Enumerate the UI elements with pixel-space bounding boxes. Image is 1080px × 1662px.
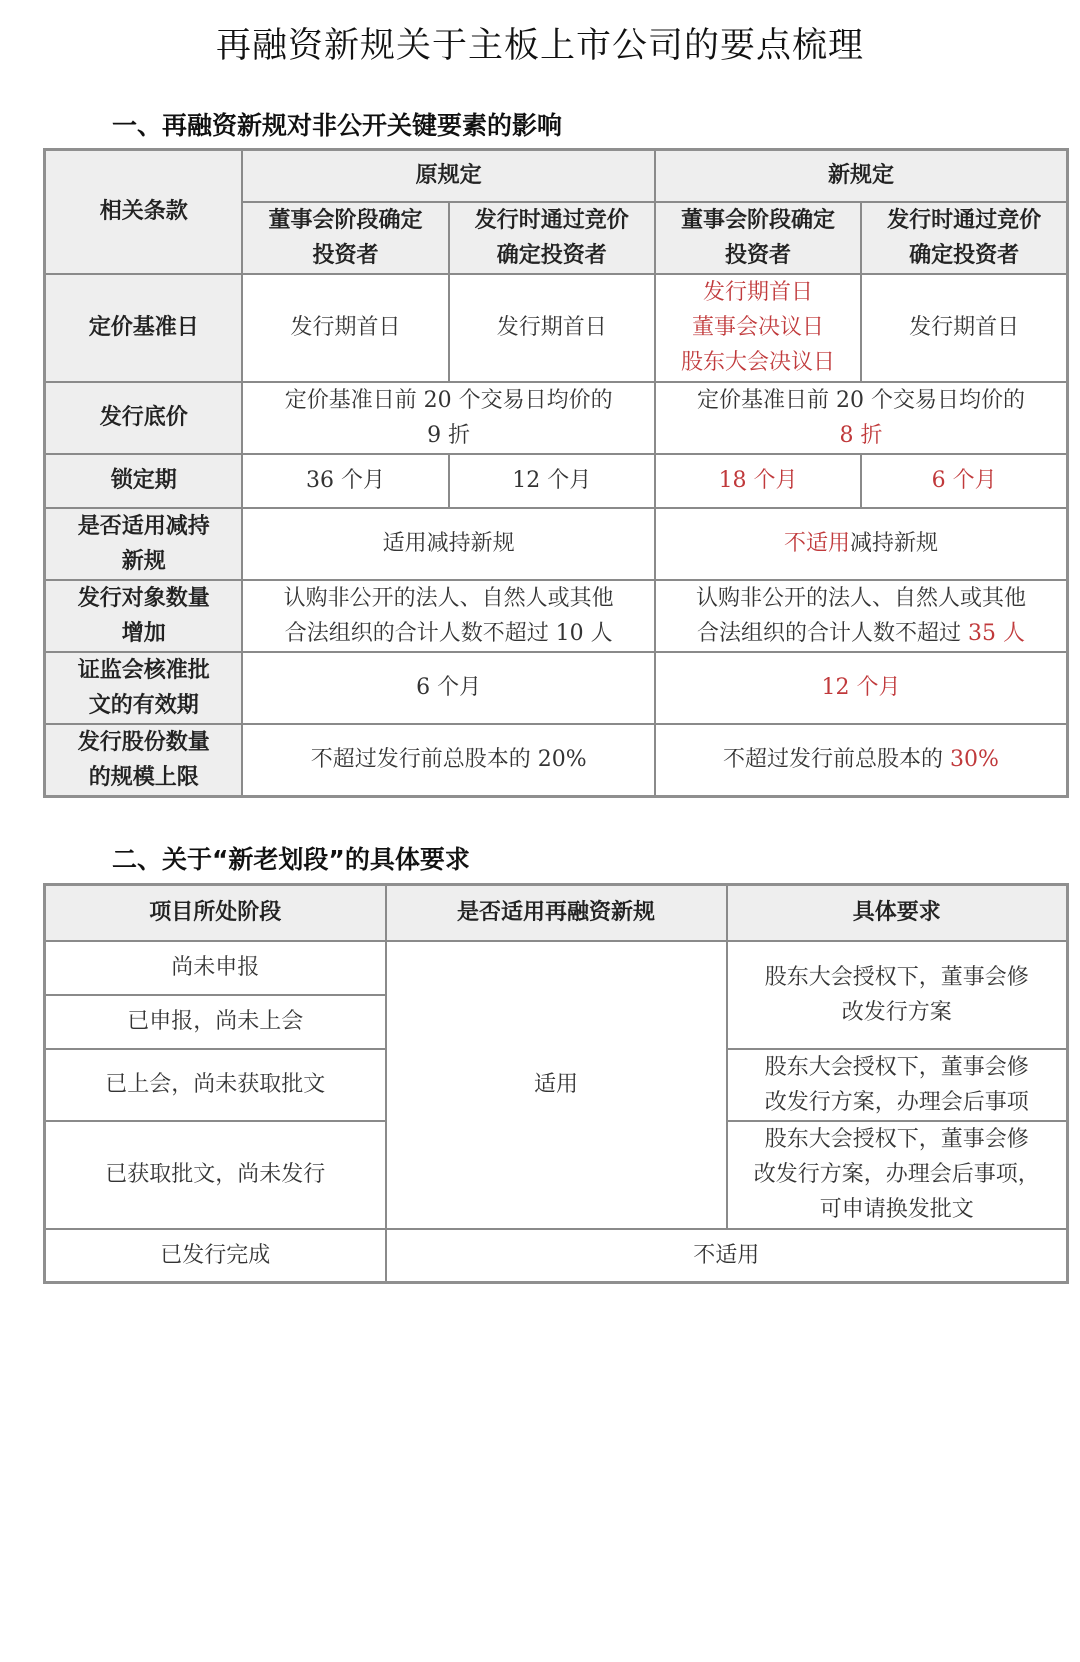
row-label-lockup: 锁定期 (45, 454, 243, 508)
table-row (45, 382, 1068, 454)
table-row (45, 508, 1068, 580)
header-requirement: 具体要求 (727, 885, 1068, 941)
table-row (45, 1229, 1068, 1283)
table-row (45, 941, 1068, 995)
cell-old-board-lockup: 36 个月 (242, 454, 448, 508)
requirement-cell: 股东大会授权下，董事会修 改发行方案，办理会后事项 (727, 1049, 1068, 1121)
applicable-cell: 适用 (386, 941, 727, 1229)
row-label-share-limit: 发行股份数量 的规模上限 (45, 724, 243, 797)
stage-cell: 尚未申报 (45, 941, 386, 995)
requirement-cell: 股东大会授权下，董事会修 改发行方案，办理会后事项， 可申请换发批文 (727, 1121, 1068, 1229)
row-label-validity: 证监会核准批 文的有效期 (45, 652, 243, 724)
key-elements-table (43, 148, 1069, 798)
cell-new-floor-price: 定价基准日前 20 个交易日均价的 8 折 (655, 382, 1068, 454)
header-stage: 项目所处阶段 (45, 885, 386, 941)
header-new-bid: 发行时通过竞价 确定投资者 (861, 202, 1067, 274)
table-row (45, 724, 1068, 797)
cell-new-board-pricing: 发行期首日 董事会决议日 股东大会决议日 (655, 274, 861, 382)
table-row (45, 274, 1068, 382)
cell-old-validity: 6 个月 (242, 652, 655, 724)
cell-old-board-pricing: 发行期首日 (242, 274, 448, 382)
document-title: 再融资新规关于主板上市公司的要点梳理 (215, 26, 864, 66)
table-row (45, 580, 1068, 652)
row-label-pricing-date: 定价基准日 (45, 274, 243, 382)
table-row (45, 652, 1068, 724)
not-applicable-cell: 不适用 (386, 1229, 1068, 1283)
table-row (45, 454, 1068, 508)
cell-new-reduction: 不适用减持新规 (655, 508, 1068, 580)
header-clause: 相关条款 (45, 150, 243, 274)
cell-old-reduction: 适用减持新规 (242, 508, 655, 580)
row-label-investors: 发行对象数量 增加 (45, 580, 243, 652)
requirement-cell: 股东大会授权下，董事会修 改发行方案 (727, 941, 1068, 1049)
header-new-rule: 新规定 (655, 150, 1068, 202)
stage-cell: 已获取批文，尚未发行 (45, 1121, 386, 1229)
cell-new-bid-pricing: 发行期首日 (861, 274, 1067, 382)
cell-new-bid-lockup: 6 个月 (861, 454, 1067, 508)
header-old-board: 董事会阶段确定 投资者 (242, 202, 448, 274)
row-label-reduction: 是否适用减持 新规 (45, 508, 243, 580)
cell-old-bid-pricing: 发行期首日 (449, 274, 655, 382)
header-old-bid: 发行时通过竞价 确定投资者 (449, 202, 655, 274)
transition-table (43, 883, 1069, 1284)
cell-new-investors: 认购非公开的法人、自然人或其他 合法组织的合计人数不超过 35 人 (655, 580, 1068, 652)
cell-old-investors: 认购非公开的法人、自然人或其他 合法组织的合计人数不超过 10 人 (242, 580, 655, 652)
header-applicable: 是否适用再融资新规 (386, 885, 727, 941)
stage-cell: 已发行完成 (45, 1229, 386, 1283)
cell-old-bid-lockup: 12 个月 (449, 454, 655, 508)
section2-heading: 二、关于“新老划段”的具体要求 (112, 845, 470, 874)
cell-new-validity: 12 个月 (655, 652, 1068, 724)
section1-heading: 一、再融资新规对非公开关键要素的影响 (112, 111, 563, 140)
stage-cell: 已上会，尚未获取批文 (45, 1049, 386, 1121)
cell-old-floor-price: 定价基准日前 20 个交易日均价的 9 折 (242, 382, 655, 454)
cell-old-share-limit: 不超过发行前总股本的 20% (242, 724, 655, 797)
row-label-floor-price: 发行底价 (45, 382, 243, 454)
header-new-board: 董事会阶段确定 投资者 (655, 202, 861, 274)
cell-new-board-lockup: 18 个月 (655, 454, 861, 508)
stage-cell: 已申报，尚未上会 (45, 995, 386, 1049)
header-old-rule: 原规定 (242, 150, 655, 202)
cell-new-share-limit: 不超过发行前总股本的 30% (655, 724, 1068, 797)
